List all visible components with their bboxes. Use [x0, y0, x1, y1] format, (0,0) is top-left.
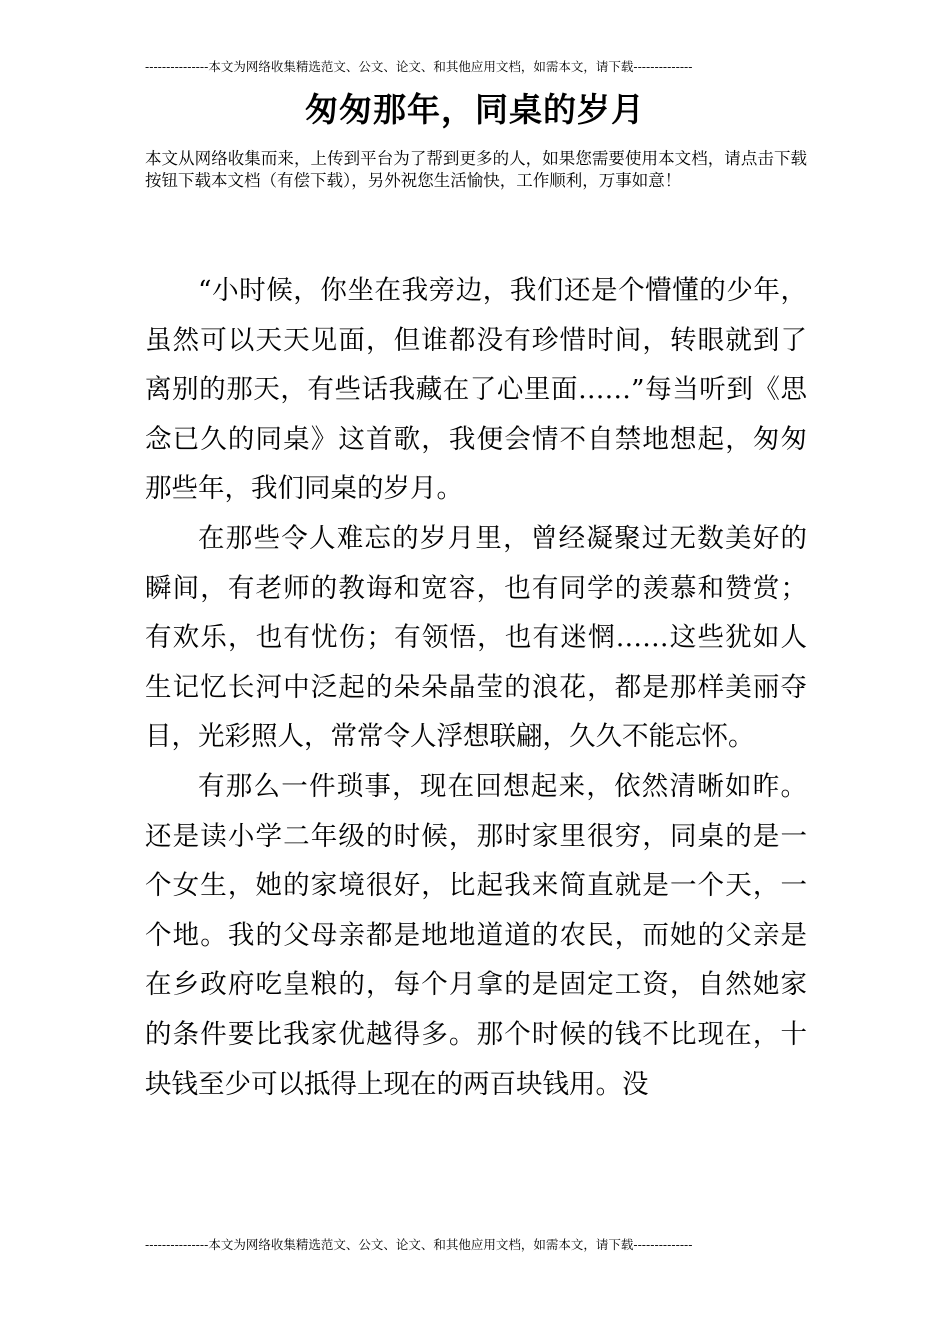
- footer-banner: ---------------本文为网络收集精选范文、公文、论文、和其他应用文档，如需本文，请下载--------------: [145, 1237, 693, 1252]
- document-title: 匆匆那年，同桌的岁月: [305, 90, 645, 129]
- header-banner: ---------------本文为网络收集精选范文、公文、论文、和其他应用文档，如需本文，请下载--------------: [145, 59, 693, 74]
- paragraph: 有那么一件琐事，现在回想起来，依然清晰如昨。还是读小学二年级的时候，那时家里很穷，同桌的是一个女生，她的家境很好，比起我来简直就是一个天，一个地。我的父母亲都是地地道道的农民，而她的父亲是在乡政府吃皇粮的，每个月拿的是固定工资，自然她家的条件要比我家优越得多。那个时候的钱不比现在，十块钱至少可以抵得上现在的两百块钱用。没: [145, 770, 807, 1100]
- article-body: [145, 266, 807, 1109]
- intro-notice: 本文从网络收集而来，上传到平台为了帮到更多的人，如果您需要使用本文档，请点击下载按钮下载本文档（有偿下载），另外祝您生活愉快，工作顺利，万事如意！: [145, 149, 807, 190]
- paragraph: “小时候，你坐在我旁边，我们还是个懵懂的少年，虽然可以天天见面，但谁都没有珍惜时间，转眼就到了离别的那天，有些话我藏在了心里面……”每当听到《思念已久的同桌》这首歌，我便会情不自禁地想起，匆匆那些年，我们同桌的岁月。: [145, 275, 807, 505]
- paragraph: 在那些令人难忘的岁月里，曾经凝聚过无数美好的瞬间，有老师的教诲和宽容，也有同学的羡慕和赞赏；有欢乐，也有忧伤；有领悟，也有迷惘……这些犹如人生记忆长河中泛起的朵朵晶莹的浪花，都是那样美丽夺目，光彩照人，常常令人浮想联翩，久久不能忘怀。: [145, 522, 807, 753]
